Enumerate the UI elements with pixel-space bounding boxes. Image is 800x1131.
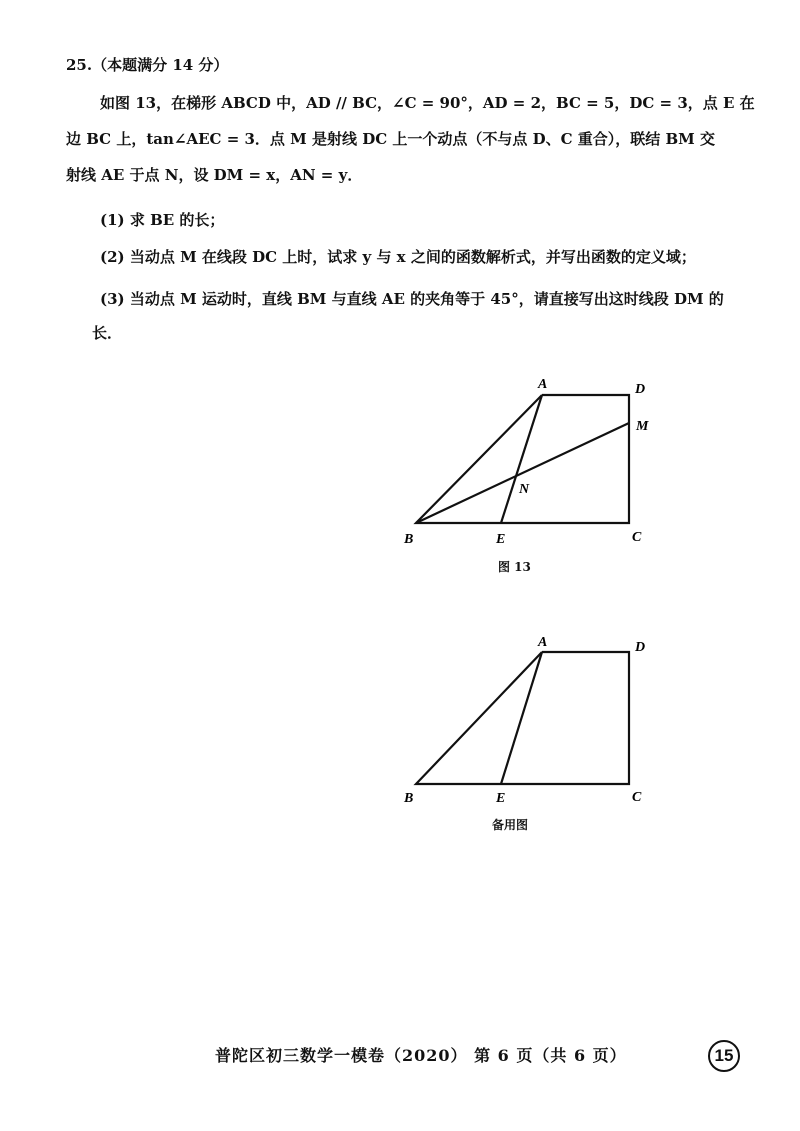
sub-question-3: (3) 当动点 M 运动时，直线 BM 与直线 AE 的夹角等于 45°，请直接写出这时线段 DM 的 (100, 290, 724, 308)
backup-label-a: A (538, 635, 548, 650)
label-m: M (636, 419, 649, 434)
backup-label-b: B (404, 791, 414, 806)
backup-label-c: C (632, 790, 642, 805)
sub-question-2: (2) 当动点 M 在线段 DC 上时，试求 y 与 x 之间的函数解析式，并写出函数的定义域； (100, 248, 696, 266)
label-c: C (632, 530, 642, 545)
sub-question-3-continued: 长． (92, 324, 123, 342)
backup-label-d: D (635, 640, 646, 655)
page-number-badge: 15 (708, 1040, 740, 1072)
problem-line-2: 边 BC 上，tan∠AEC = 3．点 M 是射线 DC 上一个动点（不与点 D、C 重合），联结 BM 交 (66, 130, 715, 148)
label-d: D (635, 382, 646, 397)
segment-bm (416, 423, 629, 523)
problem-line-3: 射线 AE 于点 N，设 DM = x，AN = y． (66, 166, 363, 184)
segment-ae (501, 395, 542, 523)
label-b: B (404, 532, 414, 547)
backup-label-e: E (496, 791, 506, 806)
question-title: 25.（本题满分 14 分） (66, 56, 229, 74)
footer-text: 普陀区初三数学一模卷（2020） 第 6 页（共 6 页） (215, 1046, 627, 1065)
figure-13-caption: 图 13 (498, 560, 531, 574)
sub-question-1: (1) 求 BE 的长； (100, 211, 225, 229)
problem-line-1: 如图 13，在梯形 ABCD 中，AD // BC，∠C = 90°，AD = 2，BC = 5，DC = 3，点 E 在 (100, 94, 755, 112)
backup-figure-caption: 备用图 (492, 818, 529, 832)
label-a: A (538, 377, 548, 392)
label-n: N (519, 482, 530, 497)
label-e: E (496, 532, 506, 547)
backup-segment-ae (501, 652, 542, 784)
